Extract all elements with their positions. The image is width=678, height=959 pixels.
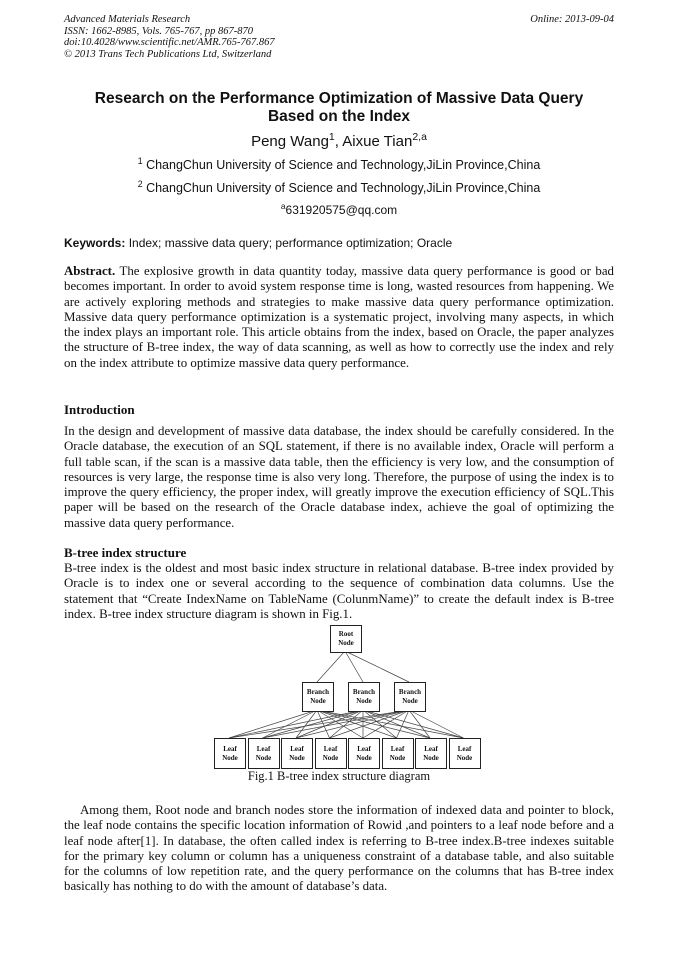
introduction-heading: Introduction: [64, 402, 135, 417]
issn-line: ISSN: 1662-8985, Vols. 765-767, pp 867-870: [64, 25, 253, 37]
keywords-text: Index; massive data query; performance optimization; Oracle: [125, 236, 453, 250]
node-label: Leaf: [457, 744, 472, 753]
author-superscript: 2,a: [412, 131, 427, 143]
connector-line: [229, 710, 317, 738]
author-separator: ,: [334, 133, 343, 150]
node-label: Node: [356, 753, 372, 762]
keywords: [64, 236, 614, 250]
node-label: Node: [322, 753, 339, 762]
email-address: 631920575@qq.com: [285, 203, 398, 217]
branch-node: [348, 682, 380, 712]
copyright-line: © 2013 Trans Tech Publications Ltd, Switzerland: [64, 48, 272, 60]
node-label: Leaf: [290, 744, 304, 753]
leaf-node: [382, 738, 414, 769]
connector-line: [263, 710, 318, 738]
btree-paragraph: B-tree index is the oldest and most basic index structure in relational database. B-tree index provided by Oracle is to index one or several according to the sequence of combination data columns. Use the statement that “Create IndexName on TableName (ColunmName)” to create the default index is B-tree index. B-tree index structure diagram is shown in Fig.1.: [64, 561, 614, 621]
node-label: Node: [222, 753, 238, 762]
node-label: Branch: [352, 688, 376, 696]
leaf-node: [315, 738, 347, 769]
node-label: Node: [289, 753, 305, 762]
connector-line: [263, 710, 410, 738]
email-superscript: a: [280, 201, 286, 211]
author-name: Peng Wang: [251, 133, 329, 150]
node-label: Root: [338, 630, 354, 638]
abstract-paragraph: [64, 264, 614, 371]
node-label: Leaf: [223, 744, 237, 753]
leaf-node: [281, 738, 313, 769]
leaf-node: [214, 738, 246, 769]
journal-name: Advanced Materials Research: [64, 14, 191, 25]
node-label: Node: [338, 639, 354, 647]
node-label: Node: [255, 753, 272, 762]
email-line: [64, 201, 614, 217]
affiliation-text: ChangChun University of Science and Technology,JiLin Province,China: [146, 181, 541, 196]
affiliation-superscript: 1: [137, 156, 143, 166]
abstract-text: The explosive growth in data quantity today, massive data query performance is good or bad becomes important. In order to avoid system response time is long, wasted resources from happening. We are actively exploring methods and strategies to make massive data query performance optimization. Massive data query performance optimization is a systematic project, involving many aspects, in which the index plays an important role. This article obtains from the index, based on Oracle, the paper analyzes the structure of B-tree index, the way of data scanning, as well as how to correctly use the index and rely on the index attribute to optimize massive data query performance.: [64, 264, 614, 370]
title-line-2: Based on the Index: [267, 108, 411, 125]
doi-line: doi:10.4028/www.scientific.net/AMR.765-767.867: [64, 37, 275, 48]
node-label: Node: [423, 753, 439, 762]
node-label: Node: [456, 753, 473, 762]
node-label: Leaf: [357, 744, 371, 753]
connector-line: [229, 710, 363, 738]
body-paragraph: Among them, Root node and branch nodes store the information of indexed data and pointer to block, the leaf node contains the specific location information of Rowid ,and pointers to a leaf node before and a leaf node after[1]. In database, the often called index is referring to B-tree index.B-tree indexes suitable for the primary key column or column has a uniqueness constraint of a database table, and also suitable for the columns of low repetition rate, and the query performance on the columns that has B-tree index basically has nothing to do with the amount of database’s data.: [64, 803, 614, 894]
node-label: Branch: [306, 688, 330, 696]
paper-title: [64, 90, 614, 126]
author-name: Aixue Tian: [342, 133, 413, 150]
introduction-paragraph: In the design and development of massive data database, the index should be carefully considered. In the Oracle database, the execution of an SQL statement, if there is no available index, Oracle will perform a full table scan, if the scan is a massive data table, then the efficiency is very low, and the consumption of resources is very large, the response time is also very long. Therefore, the purpose of using the index is to improve the query efficiency, the proper index, will greatly improve the execution efficiency of SQL.This paper will be based on the research of the Oracle database index, achieve the goal of optimizing the massive data query performance.: [64, 424, 614, 530]
leaf-node: [348, 738, 380, 769]
leaf-node: [449, 738, 481, 769]
affiliation-superscript: 2: [137, 179, 143, 189]
node-label: Leaf: [256, 744, 271, 753]
node-label: Branch: [398, 688, 422, 696]
connector-line: [317, 651, 345, 682]
online-date: Online: 2013-09-04: [530, 14, 614, 25]
author-superscript: 1: [328, 131, 335, 143]
connector-line: [317, 710, 464, 738]
author-line: [64, 131, 614, 150]
branch-node: [302, 682, 334, 712]
affiliation-2: [64, 179, 614, 195]
node-label: Node: [310, 697, 326, 705]
branch-node: [394, 682, 426, 712]
btree-heading: B-tree index structure: [64, 545, 187, 560]
affiliation-text: ChangChun University of Science and Technology,JiLin Province,China: [146, 158, 541, 173]
node-label: Node: [389, 753, 406, 762]
figure-caption: Fig.1 B-tree index structure diagram: [247, 769, 431, 783]
leaf-node: [248, 738, 280, 769]
affiliation-1: [64, 156, 614, 172]
node-label: Node: [356, 697, 372, 705]
btree-diagram: [205, 625, 485, 770]
title-line-1: Research on the Performance Optimization of Massive Data Query: [94, 90, 584, 107]
leaf-node: [415, 738, 447, 769]
connector-line: [345, 651, 409, 682]
abstract-label: Abstract.: [64, 264, 116, 278]
node-label: Leaf: [424, 744, 438, 753]
root-node: [330, 625, 362, 653]
connector-line: [409, 710, 464, 738]
keywords-label: Keywords:: [64, 236, 126, 250]
node-label: Node: [402, 697, 418, 705]
node-label: Leaf: [323, 744, 338, 753]
node-label: Leaf: [390, 744, 405, 753]
journal-header: [64, 14, 614, 60]
